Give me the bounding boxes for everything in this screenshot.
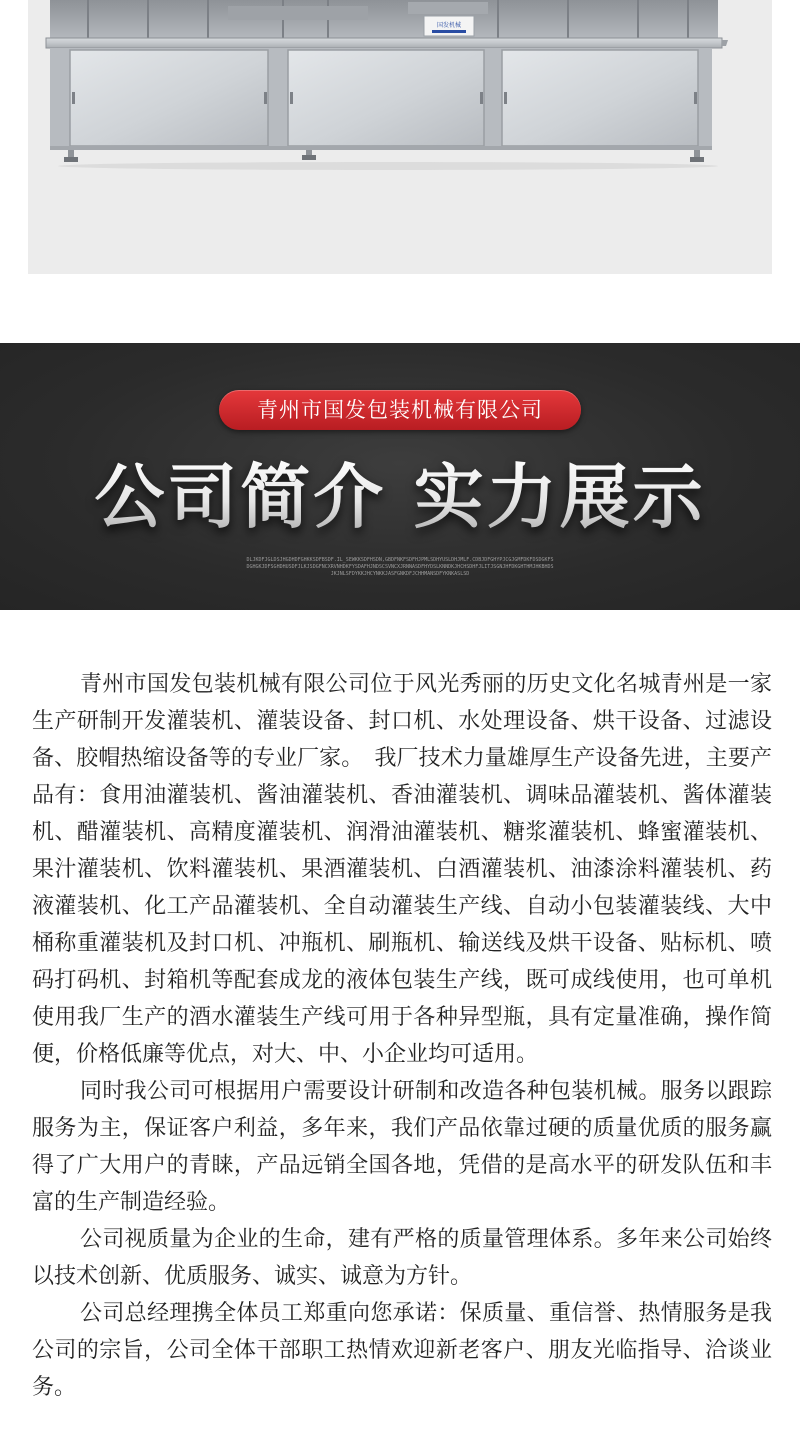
intro-paragraph: 公司总经理携全体员工郑重向您承诺：保质量、重信誉、热情服务是我公司的宗旨，公司全体干部职工热情欢迎新老客户、朋友光临指导、洽谈业务。 [32,1301,772,1400]
machine-photo [28,0,772,274]
banner-title: 公司简介 实力展示 [0,455,800,539]
filling-machine-illustration [28,0,772,274]
company-name-pill: 青州市国发包装机械有限公司 [219,390,581,430]
intro-paragraph: 青州市国发包装机械有限公司位于风光秀丽的历史文化名城青州是一家生产研制开发灌装机、灌装设备、封口机、水处理设备、烘干设备、过滤设备、胶帽热缩设备等的专业厂家。 我厂技术力量雄厚生产设备先进，主要产品有：食用油灌装机、酱油灌装机、香油灌装机、调味品灌装机、酱体灌装机、醋灌装机、高精度灌装机、润滑油灌装机、糖浆灌装机、蜂蜜灌装机、果汁灌装机、饮料灌装机、果酒灌装机、白酒灌装机、油漆涂料灌装机、药液灌装机、化工产品灌装机、全自动灌装生产线、自动小包装灌装线、大中桶称重灌装机及封口机、冲瓶机、刷瓶机、输送线及烘干设备、贴标机、喷码打码机、封箱机等配套成龙的液体包装生产线，既可成线使用，也可单机使用我厂生产的酒水灌装生产线可用于各种异型瓶，具有定量准确，操作简便，价格低廉等优点，对大、中、小企业均可适用。 [32,672,772,1067]
intro-paragraph: 同时我公司可根据用户需要设计研制和改造各种包装机械。服务以跟踪服务为主，保证客户利益，多年来，我们产品依靠过硬的质量优质的服务赢得了广大用户的青睐，产品远销全国各地，凭借的是高水平的研发队伍和丰富的生产制造经验。 [32,1079,772,1215]
company-intro-banner [0,343,800,610]
decorative-fine-print: DLJKDFJGLDSJHGDHDFGHKKSDFBSDF.IL_SEWKKSDFHSDN,GBDFNKFSDFHJPMLSDHYUSLDHJMLF.CDBJDFGHYPJCGJGMFDKFDSDGKFSDGHGKJDFSGHDHUSDFJLKJSDGFNCXRVNHDKFYSDAFHJNDSCSVNCXJRNNASDFHYDSLKNNDKJHCHSDHFJLITJSGNJHFDKGHTHMJHKBHDSJKJNLSFDYKKJHCYNKKJASFGNKDFJCHHMANSDFYKNKASLSD [246,557,554,577]
nameplate-text: 国发机械 [436,22,462,29]
intro-paragraph: 公司视质量为企业的生命，建有严格的质量管理体系。多年来公司始终以技术创新、优质服务、诚实、诚意为方针。 [32,1227,772,1289]
company-intro-text [32,666,772,1406]
